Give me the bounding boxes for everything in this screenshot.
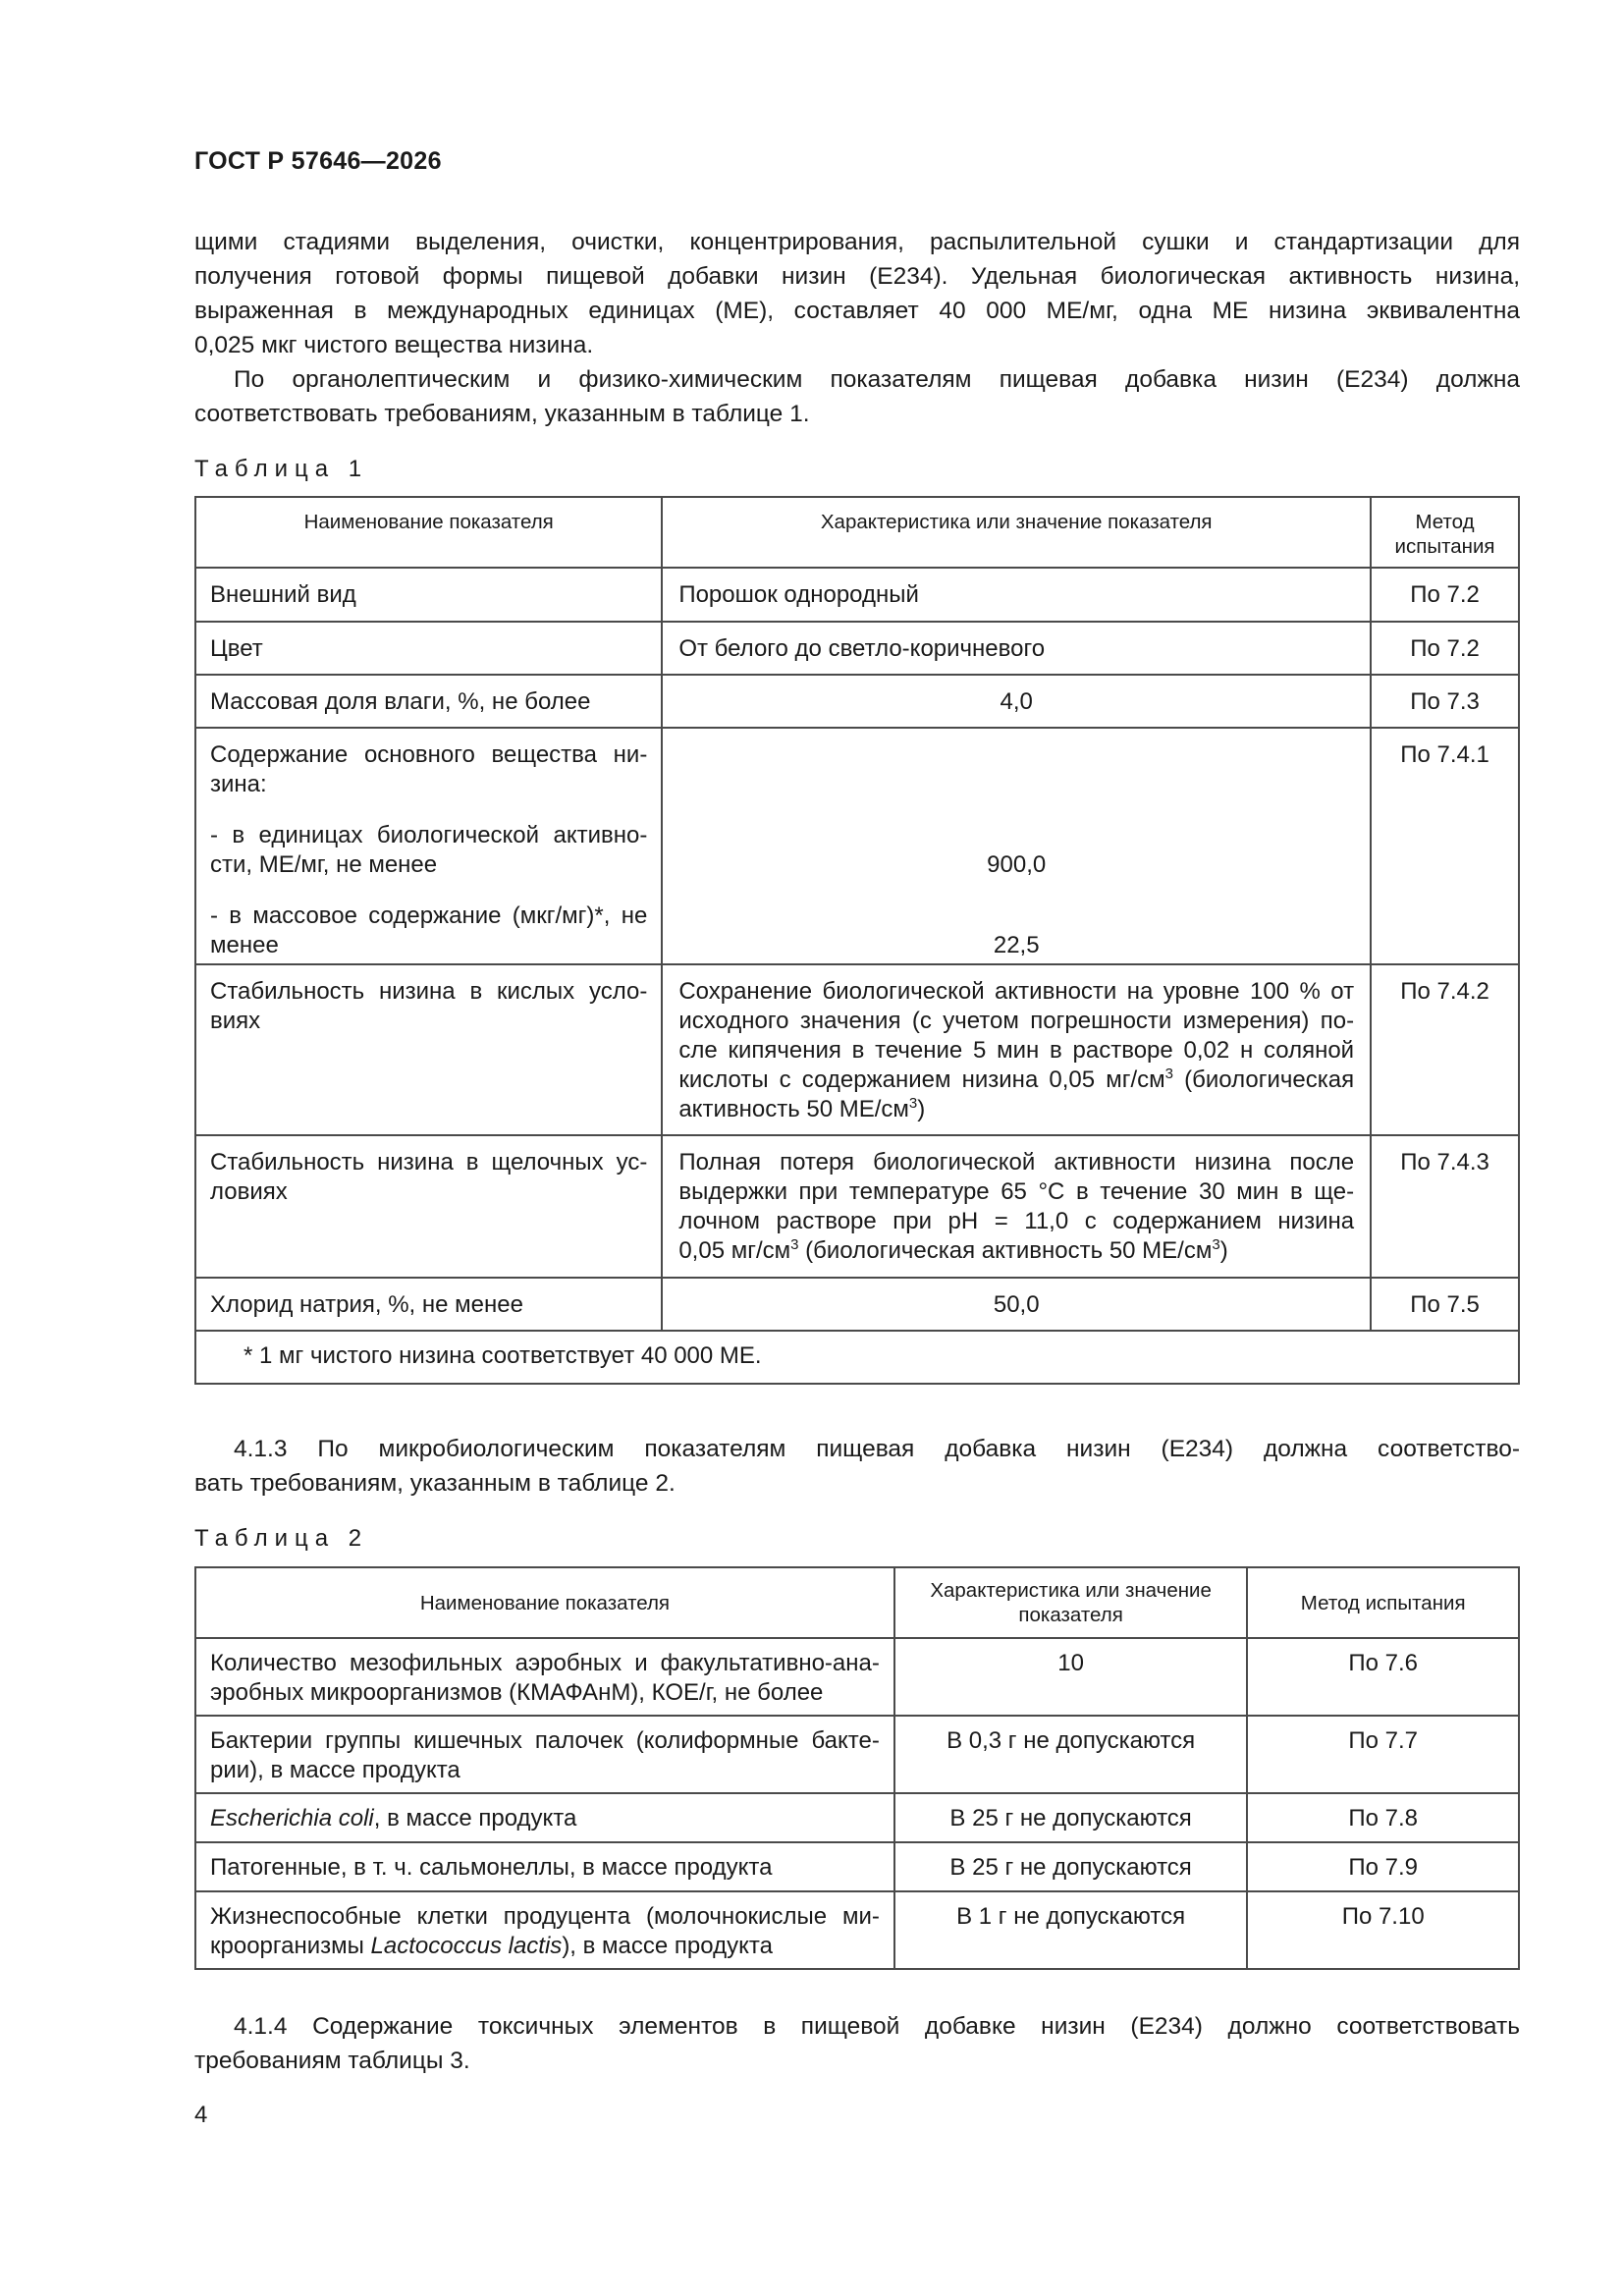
table1-header-row — [195, 497, 1519, 568]
text-line: щими стадиями выделения, очистки, концентрирования, распылительной сушки и стандартизации для — [194, 229, 1520, 255]
cell-method: По 7.2 — [1371, 568, 1519, 622]
text-line: соответствовать требованиям, указанным в таблице 1. — [194, 401, 810, 427]
cell-value: Порошок однородный — [662, 568, 1371, 622]
cell-value: В 25 г не допускаются — [894, 1842, 1248, 1891]
cell-name: Содержание основного вещества ни- зина: - в единицах биологической активно- сти, МЕ/мг, не менее - в массовое содержание (мкг/мг)*, не менее — [195, 728, 662, 964]
cell-value: 50,0 — [662, 1278, 1371, 1331]
cell-value: 900,0 22,5 — [662, 728, 1371, 964]
text-line: По органолептическим и физико-химическим показателям пищевая добавка низин (Е234) должна — [234, 366, 1520, 393]
cell-name: Количество мезофильных аэробных и факультативно-ана- эробных микроорганизмов (КМАФАнМ), КОЕ/г, не более — [195, 1638, 894, 1716]
cell-name: Массовая доля влаги, %, не более — [195, 675, 662, 728]
text-line: получения готовой формы пищевой добавки низин (Е234). Удельная биологическая активность низина, — [194, 263, 1520, 290]
paragraph-4-1-3 — [194, 1432, 1520, 1501]
page-number: 4 — [194, 2102, 208, 2128]
table1-header-value: Характеристика или значение показателя — [662, 497, 1371, 568]
cell-method: По 7.3 — [1371, 675, 1519, 728]
table1-footnote: * 1 мг чистого низина соответствует 40 000 МЕ. — [195, 1331, 1519, 1384]
cell-value: 4,0 — [662, 675, 1371, 728]
table2-header-row — [195, 1567, 1519, 1638]
cell-name: Цвет — [195, 622, 662, 675]
table-row — [195, 1716, 1519, 1793]
cell-name: Бактерии группы кишечных палочек (колиформные бакте- рии), в массе продукта — [195, 1716, 894, 1793]
table2-header-method: Метод испытания — [1247, 1567, 1519, 1638]
table-row — [195, 964, 1519, 1135]
cell-value: Сохранение биологической активности на уровне 100 % от исходного значения (с учетом погрешности измерения) по- сле кипячения в течение 5 мин в растворе 0,02 н соляной кислоты с содержанием низина 0,05 $мг/см^3$ (биологическая активность 50 $МЕ/см^3$) — [662, 964, 1371, 1135]
cell-name: Стабильность низина в щелочных ус- ловиях — [195, 1135, 662, 1278]
cell-value: От белого до светло-коричневого — [662, 622, 1371, 675]
cell-method: По 7.4.3 — [1371, 1135, 1519, 1278]
cell-value: В 25 г не допускаются — [894, 1793, 1248, 1842]
text-line: вать требованиям, указанным в таблице 2. — [194, 1470, 676, 1497]
cell-name: Хлорид натрия, %, не менее — [195, 1278, 662, 1331]
cell-name: Escherichia coli, в массе продукта — [195, 1793, 894, 1842]
text-line: требованиям таблицы 3. — [194, 2048, 470, 2074]
text-line: 4.1.4 Содержание токсичных элементов в пищевой добавке низин (Е234) должно соответствовать — [234, 2013, 1520, 2040]
table-row — [195, 1638, 1519, 1716]
cell-method: По 7.2 — [1371, 622, 1519, 675]
table2-header-name: Наименование показателя — [195, 1567, 894, 1638]
cell-value: В 0,3 г не допускаются — [894, 1716, 1248, 1793]
text-line: выраженная в международных единицах (МЕ), составляет 40 000 МЕ/мг, одна МЕ низина эквивалентна — [194, 298, 1520, 324]
cell-method: По 7.9 — [1247, 1842, 1519, 1891]
table-row — [195, 568, 1519, 622]
cell-method: По 7.7 — [1247, 1716, 1519, 1793]
table-row — [195, 622, 1519, 675]
table-1 — [194, 496, 1520, 1385]
table-row — [195, 1842, 1519, 1891]
text-line: 0,025 мкг чистого вещества низина. — [194, 332, 594, 358]
table1-footnote-row — [195, 1331, 1519, 1384]
table-row — [195, 1891, 1519, 1969]
text-line: 4.1.3 По микробиологическим показателям пищевая добавка низин (Е234) должна соответство- — [234, 1436, 1520, 1462]
document-header: ГОСТ Р 57646—2026 — [194, 147, 442, 175]
cell-value: В 1 г не допускаются — [894, 1891, 1248, 1969]
cell-method: По 7.5 — [1371, 1278, 1519, 1331]
cell-method: По 7.8 — [1247, 1793, 1519, 1842]
table2-caption: Таблица 2 — [194, 1525, 369, 1552]
cell-value: Полная потеря биологической активности низина после выдержки при температуре 65 °С в течение 30 мин в ще- лочном растворе при рН = 11,0 с содержанием низина 0,05 $мг/см^3$ (биологическая активность 50 $МЕ/см^3$) — [662, 1135, 1371, 1278]
cell-name: Внешний вид — [195, 568, 662, 622]
table-row — [195, 728, 1519, 964]
paragraph-4-1-4 — [194, 2009, 1520, 2078]
cell-method: По 7.6 — [1247, 1638, 1519, 1716]
table-row — [195, 1135, 1519, 1278]
table2-header-value: Характеристика или значение показателя — [894, 1567, 1248, 1638]
table1-caption: Таблица 1 — [194, 456, 369, 482]
cell-method: По 7.4.1 — [1371, 728, 1519, 964]
cell-method: По 7.10 — [1247, 1891, 1519, 1969]
table1-header-method: Метод испытания — [1371, 497, 1519, 568]
intro-paragraph-2 — [194, 362, 1520, 431]
cell-method: По 7.4.2 — [1371, 964, 1519, 1135]
cell-name: Патогенные, в т. ч. сальмонеллы, в массе продукта — [195, 1842, 894, 1891]
cell-name: Жизнеспособные клетки продуцента (молочнокислые ми- кроорганизмы Lactococcus lactis), в массе продукта — [195, 1891, 894, 1969]
table-row — [195, 675, 1519, 728]
table-2 — [194, 1566, 1520, 1970]
cell-name: Стабильность низина в кислых усло- виях — [195, 964, 662, 1135]
table-row — [195, 1278, 1519, 1331]
cell-value: 10 — [894, 1638, 1248, 1716]
intro-paragraph-1 — [194, 225, 1520, 362]
table1-header-name: Наименование показателя — [195, 497, 662, 568]
table-row — [195, 1793, 1519, 1842]
